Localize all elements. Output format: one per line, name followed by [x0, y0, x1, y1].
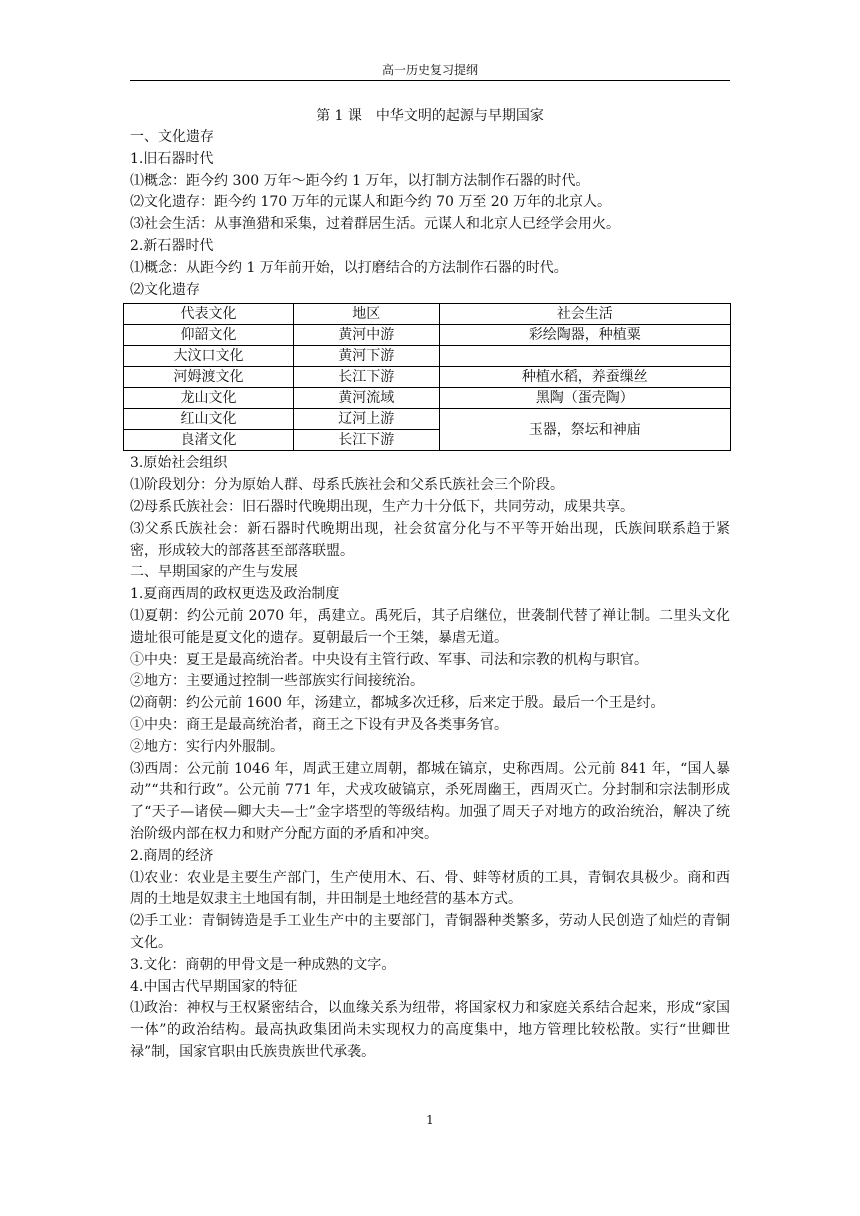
- paragraph: ⑶社会生活：从事渔猎和采集，过着群居生活。元谋人和北京人已经学会用火。: [130, 216, 620, 233]
- page-header: 高一历史复习提纲: [381, 63, 478, 77]
- subsection-heading: 4.中国古代早期国家的特征: [130, 978, 298, 995]
- table-cell: 玉器，祭坛和神庙: [439, 409, 730, 451]
- table-cell: 黄河下游: [293, 346, 439, 367]
- table-cell: 彩绘陶器，种植粟: [439, 325, 730, 346]
- table-row: [124, 346, 731, 367]
- table-cell: 黑陶（蛋壳陶）: [439, 388, 730, 409]
- subsection-heading: 3.文化：商朝的甲骨文是一种成熟的文字。: [130, 956, 396, 973]
- table-row: [124, 367, 731, 388]
- header-rule: [130, 80, 730, 81]
- subsection-heading: 2.商周的经济: [130, 847, 214, 864]
- table-row: [124, 388, 731, 409]
- paragraph: ⑴概念：从距今约 1 万年前开始，以打磨结合的方法制作石器的时代。: [130, 259, 568, 276]
- paragraph: ⑴阶段划分：分为原始人群、母系氏族社会和父系氏族社会三个阶段。: [130, 477, 564, 494]
- paragraph: ⑴农业：农业是主要生产部门，生产使用木、石、骨、蚌等材质的工具，青铜农具极少。商和西周的土地是奴隶主土地国有制，井田制是土地经营的基本方式。: [130, 869, 730, 908]
- page-number: 1: [426, 1113, 434, 1127]
- table-cell: 大汶口文化: [124, 346, 294, 367]
- table-cell: 黄河流域: [293, 388, 439, 409]
- table-cell: 红山文化: [124, 409, 294, 430]
- table-cell: 种植水稻，养蚕缫丝: [439, 367, 730, 388]
- table-cell: 龙山文化: [124, 388, 294, 409]
- paragraph: ⑴夏朝：约公元前 2070 年，禹建立。禹死后，其子启继位，世袭制代替了禅让制。二里头文化遗址很可能是夏文化的遗存。夏朝最后一个王桀，暴虐无道。: [130, 607, 730, 646]
- table-cell: 良渚文化: [124, 430, 294, 451]
- table-cell: 长江下游: [293, 367, 439, 388]
- table-cell: 河姆渡文化: [124, 367, 294, 388]
- paragraph: ①中央：商王是最高统治者，商王之下设有尹及各类事务官。: [130, 716, 508, 733]
- paragraph: ⑴概念：距今约 300 万年～距今约 1 万年，以打制方法制作石器的时代。: [130, 172, 590, 189]
- lesson-title: 第 1 课 中华文明的起源与早期国家: [316, 108, 544, 124]
- section-heading: 二、早期国家的产生与发展: [130, 564, 298, 581]
- paragraph: ②地方：实行内外服制。: [130, 738, 284, 755]
- table-cell: 仰韶文化: [124, 325, 294, 346]
- table-header-cell: 地区: [293, 304, 439, 325]
- paragraph: ①中央：夏王是最高统治者。中央设有主管行政、军事、司法和宗教的机构与职官。: [130, 651, 648, 668]
- paragraph: ⑵文化遗存: [130, 281, 200, 298]
- paragraph: ⑵母系氏族社会：旧石器时代晚期出现，生产力十分低下，共同劳动，成果共享。: [130, 498, 634, 515]
- table-cell: 黄河中游: [293, 325, 439, 346]
- table-row: [124, 325, 731, 346]
- paragraph: ⑵手工业：青铜铸造是手工业生产中的主要部门，青铜器种类繁多，劳动人民创造了灿烂的青铜文化。: [130, 913, 730, 951]
- table-header-cell: 代表文化: [124, 304, 294, 325]
- culture-table: [123, 303, 731, 451]
- table-header-row: [124, 304, 731, 325]
- paragraph: ⑴政治：神权与王权紧密结合，以血缘关系为纽带，将国家权力和家庭关系结合起来，形成“家国一体”的政治结构。最高执政集团尚未实现权力的高度集中，地方管理比较松散。实行“世卿世禄”制，国家官职由氏族贵族世代承袭。: [130, 1000, 730, 1060]
- paragraph: ⑵文化遗存：距今约 170 万年的元谋人和距今约 70 万至 20 万年的北京人。: [130, 194, 612, 211]
- subsection-heading: 1.夏商西周的政权更迭及政治制度: [130, 586, 340, 603]
- table-cell: 长江下游: [293, 430, 439, 451]
- paragraph: ⑵商朝：约公元前 1600 年，汤建立，都城多次迁移，后来定于殷。最后一个王是纣。: [130, 695, 665, 712]
- subsection-heading: 3.原始社会组织: [130, 455, 228, 472]
- paragraph: ⑶父系氏族社会：新石器时代晚期出现，社会贫富分化与不平等开始出现，氏族间联系趋于紧密，形成较大的部落甚至部落联盟。: [130, 520, 730, 559]
- paragraph: ⑶西周：公元前 1046 年，周武王建立周朝，都城在镐京，史称西周。公元前 841 年，“国人暴动”“共和行政”。公元前 771 年，犬戎攻破镐京，杀死周幽王，西周灭亡。分封制和宗法制形成了“天子—诸侯—卿大夫—士”金字塔型的等级结构。加强了周天子对地方的政治统治，解决了统治阶级内部在权力和财产分配方面的矛盾和冲突。: [130, 760, 730, 842]
- subsection-heading: 2.新石器时代: [130, 237, 214, 254]
- paragraph: ②地方：主要通过控制一些部族实行间接统治。: [130, 673, 424, 690]
- subsection-heading: 1.旧石器时代: [130, 150, 214, 167]
- document-body: [130, 127, 730, 1064]
- table-row: [124, 409, 731, 430]
- table-header-cell: 社会生活: [439, 304, 730, 325]
- table-cell: [439, 346, 730, 367]
- section-heading: 一、文化遗存: [130, 129, 214, 145]
- table-cell: 辽河上游: [293, 409, 439, 430]
